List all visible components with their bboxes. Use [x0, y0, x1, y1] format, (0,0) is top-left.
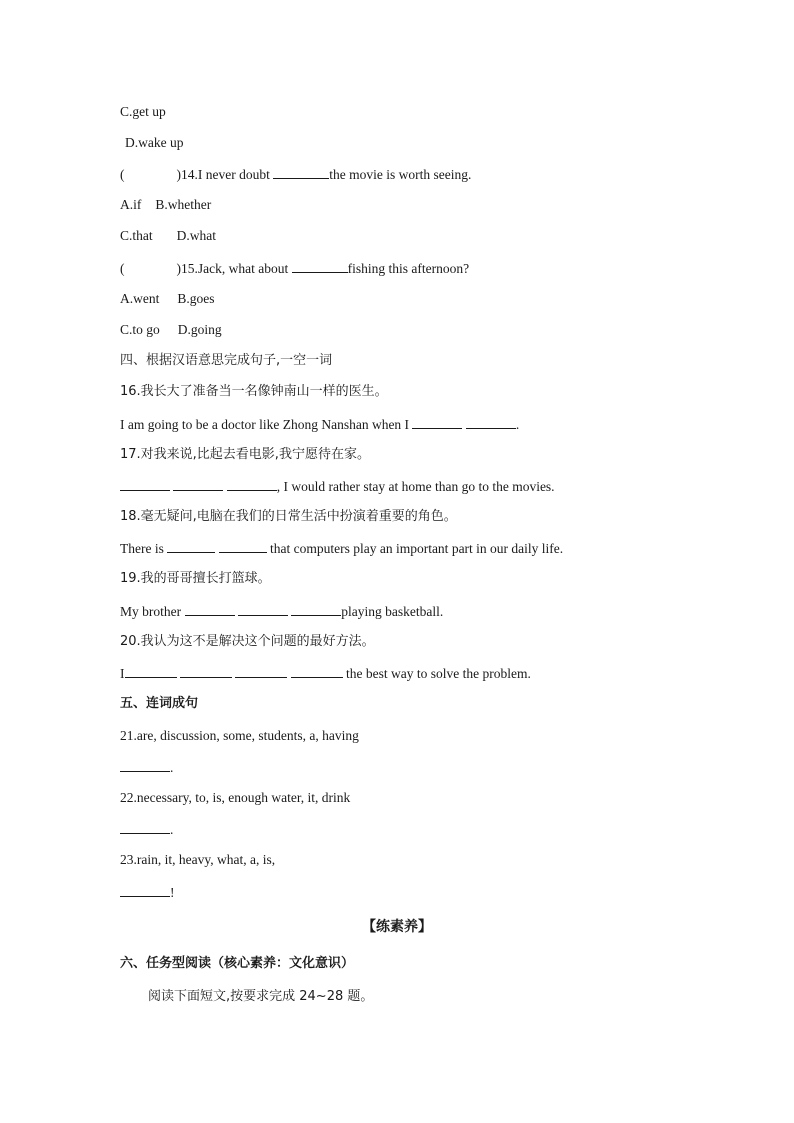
q19-chinese: 19.我的哥哥擅长打篮球。: [120, 571, 271, 586]
q17-blank-2[interactable]: [173, 477, 223, 491]
q20-chinese: 20.我认为这不是解决这个问题的最好方法。: [120, 634, 375, 649]
q21-words: 21.are, discussion, some, students, a, having: [120, 728, 359, 743]
q19-blank-3[interactable]: [291, 602, 341, 616]
q14-option-a: A.if: [120, 197, 142, 212]
q15-option-c: C.to go: [120, 322, 160, 337]
q15-option-a: A.went: [120, 291, 160, 306]
q15-paren-close: ): [176, 261, 181, 276]
q15-stem-before: 15.Jack, what about: [181, 261, 292, 276]
q17-english: , I would rather stay at home than go to the movies.: [120, 477, 555, 496]
q13-option-c: C.get up: [120, 104, 166, 119]
q17-blank-1[interactable]: [120, 477, 170, 491]
q18-english: There is that computers play an important part in our daily life.: [120, 541, 564, 556]
q19-english: My brother playing basketball.: [120, 604, 444, 619]
q15-option-d: D.going: [177, 322, 222, 337]
q14-stem-after: the movie is worth seeing.: [329, 167, 472, 182]
q16-blank-1[interactable]: [412, 415, 462, 429]
q14-stem-before: 14.I never doubt: [181, 167, 274, 182]
q22-answer: .: [120, 820, 173, 839]
q21-blank[interactable]: [120, 758, 170, 772]
q15-option-b: B.goes: [177, 291, 215, 306]
section5-heading: 五、连词成句: [120, 696, 199, 711]
q16-chinese: 16.我长大了准备当一名像钟南山一样的医生。: [120, 384, 388, 399]
q19-blank-2[interactable]: [238, 602, 288, 616]
section4-heading: 四、根据汉语意思完成句子,一空一词: [120, 353, 333, 368]
q15-stem-after: fishing this afternoon?: [347, 261, 470, 276]
q20-blank-2[interactable]: [180, 664, 232, 678]
q14-stem: [120, 165, 471, 184]
q20-english: I the best way to solve the problem.: [120, 666, 531, 681]
q14-paren-close: ): [176, 167, 181, 182]
section6-instruction: 阅读下面短文,按要求完成 24~28 题。: [148, 989, 374, 1004]
q14-options-cd: [120, 227, 216, 245]
q23-blank[interactable]: [120, 883, 170, 897]
q18-blank-1[interactable]: [167, 539, 215, 553]
q23-answer: !: [120, 883, 175, 902]
q18-chinese: 18.毫无疑问,电脑在我们的日常生活中扮演着重要的角色。: [120, 509, 457, 524]
q16-blank-2[interactable]: [466, 415, 516, 429]
q22-words: 22.necessary, to, is, enough water, it, drink: [120, 790, 351, 805]
q13-option-d: D.wake up: [125, 135, 184, 150]
q16-english: I am going to be a doctor like Zhong Nanshan when I .: [120, 417, 520, 432]
q15-stem: [120, 259, 469, 278]
q15-options-ab: [120, 290, 215, 308]
q23-words: 23.rain, it, heavy, what, a, is,: [120, 852, 276, 867]
q15-blank[interactable]: [292, 259, 348, 273]
q22-blank[interactable]: [120, 820, 170, 834]
practice-title: 【练素养】: [362, 919, 432, 935]
q14-options-ab: [120, 196, 211, 214]
q14-option-b: B.whether: [155, 197, 212, 212]
q15-paren-open: (: [120, 261, 125, 276]
q20-blank-1[interactable]: [125, 664, 177, 678]
q14-paren-open: (: [120, 167, 125, 182]
q18-blank-2[interactable]: [219, 539, 267, 553]
q14-option-c: C.that: [120, 228, 153, 243]
q19-blank-1[interactable]: [185, 602, 235, 616]
q15-options-cd: [120, 321, 222, 339]
q17-chinese: 17.对我来说,比起去看电影,我宁愿待在家。: [120, 447, 370, 462]
q20-blank-3[interactable]: [235, 664, 287, 678]
q17-blank-3[interactable]: [227, 477, 277, 491]
q21-answer: .: [120, 758, 173, 777]
q20-blank-4[interactable]: [291, 664, 343, 678]
q14-option-d: D.what: [176, 228, 216, 243]
q14-blank[interactable]: [273, 165, 329, 179]
section6-heading: 六、任务型阅读（核心素养：文化意识）: [120, 956, 355, 971]
